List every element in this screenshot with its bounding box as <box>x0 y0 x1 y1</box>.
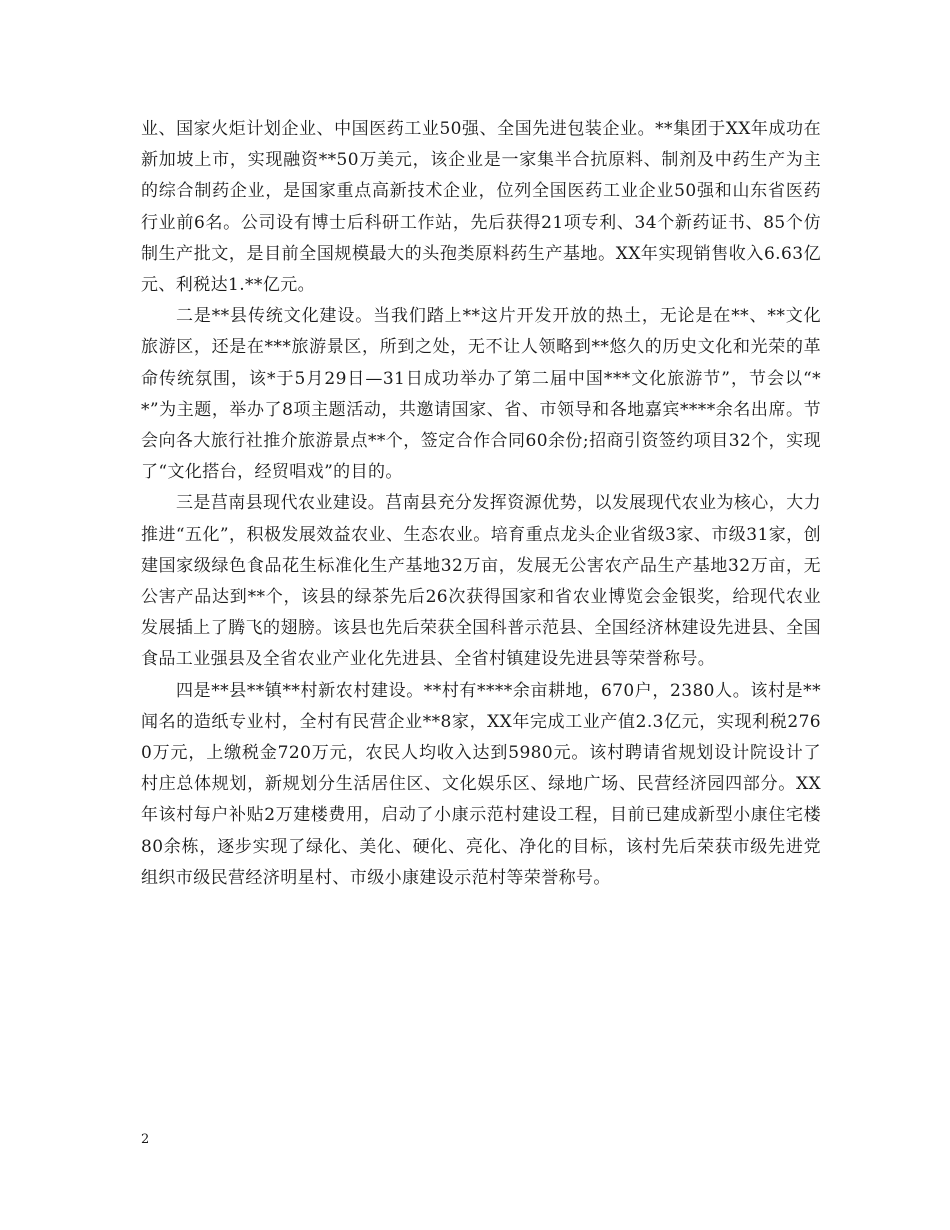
paragraph-culture-construction: 二是**县传统文化建设。当我们踏上**这片开发开放的热土，无论是在**、**文化旅游区，还是在***旅游景区，所到之处，无不让人领略到**悠久的历史文化和光荣的革命传统氛围，该*于5月29日—31日成功举办了第二届中国***文化旅游节”，节会以“**”为主题，举办了8项主题活动，共邀请国家、省、市领导和各地嘉宾****余名出席。节会向各大旅行社推介旅游景点**个，签定合作合同60余份;招商引资签约项目32个，实现了“文化搭台，经贸唱戏”的目的。 <box>141 306 821 483</box>
paragraph-continuation: 业、国家火炬计划企业、中国医药工业50强、全国先进包装企业。**集团于XX年成功在新加坡上市，实现融资**50万美元，该企业是一家集半合抗原料、制剂及中药生产为主的综合制药企业，是国家重点高新技术企业，位列全国医药工业企业50强和山东省医药行业前6名。公司设有博士后科研工作站，先后获得21项专利、34个新药证书、85个仿制生产批文，是目前全国规模最大的头孢类原料药生产基地。XX年实现销售收入6.63亿元、利税达1.**亿元。 <box>141 119 821 296</box>
paragraph-agriculture-construction: 三是莒南县现代农业建设。莒南县充分发挥资源优势，以发展现代农业为核心，大力推进“五化”，积极发展效益农业、生态农业。培育重点龙头企业省级3家、市级31家，创建国家级绿色食品花生标准化生产基地32万亩，发展无公害农产品生产基地32万亩，无公害产品达到**个，该县的绿茶先后26次获得国家和省农业博览会金银奖，给现代农业发展插上了腾飞的翅膀。该县也先后荣获全国科普示范县、全国经济林建设先进县、全国食品工业强县及全省农业产业化先进县、全省村镇建设先进县等荣誉称号。 <box>141 493 821 670</box>
paragraph-village-construction: 四是**县**镇**村新农村建设。**村有****余亩耕地，670户，2380人。该村是**闻名的造纸专业村，全村有民营企业**8家，XX年完成工业产值2.3亿元，实现利税2760万元，上缴税金720万元，农民人均收入达到5980元。该村聘请省规划设计院设计了村庄总体规划，新规划分生活居住区、文化娱乐区、绿地广场、民营经济园四部分。XX年该村每户补贴2万建楼费用，启动了小康示范村建设工程，目前已建成新型小康住宅楼80余栋，逐步实现了绿化、美化、硬化、亮化、净化的目标，该村先后荣获市级先进党组织市级民营经济明星村、市级小康建设示范村等荣誉称号。 <box>141 680 821 888</box>
document-body <box>141 114 821 894</box>
page-number: 2 <box>141 1132 150 1147</box>
